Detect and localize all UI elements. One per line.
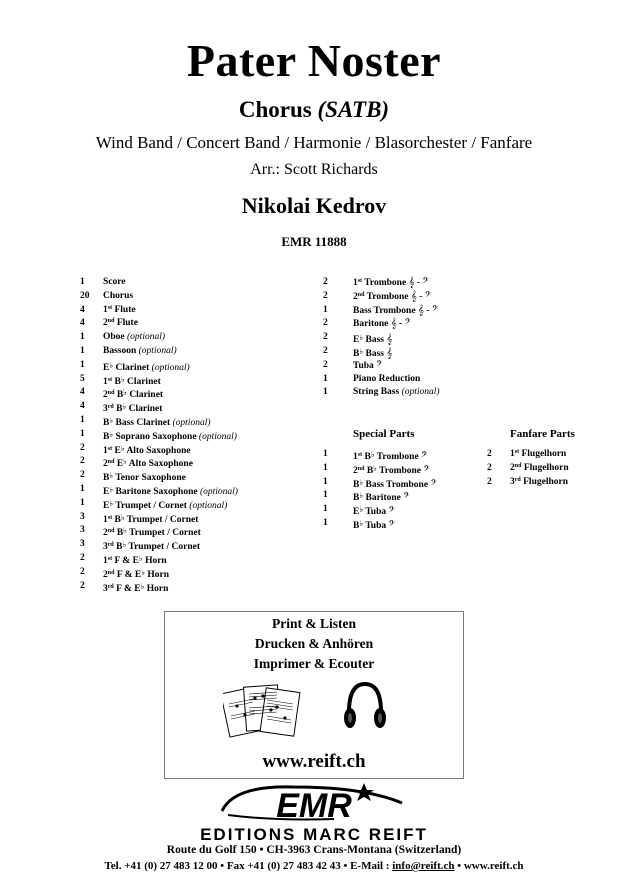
subtitle bbox=[0, 97, 628, 123]
part-quantity: 1 bbox=[323, 504, 328, 515]
part-quantity: 1 bbox=[80, 483, 85, 494]
part-row bbox=[323, 386, 523, 400]
part-row bbox=[323, 304, 523, 318]
part-name: B♭ Bass 𝄞 bbox=[353, 346, 393, 359]
part-quantity: 2 bbox=[80, 580, 85, 591]
part-quantity: 2 bbox=[487, 476, 492, 487]
part-row bbox=[323, 345, 523, 359]
part-name: Chorus bbox=[103, 290, 134, 301]
part-row bbox=[80, 386, 300, 400]
part-quantity: 1 bbox=[80, 497, 85, 508]
part-quantity: 2 bbox=[80, 566, 85, 577]
part-quantity: 1 bbox=[323, 462, 328, 473]
part-quantity: 1 bbox=[323, 449, 328, 459]
part-quantity: 2 bbox=[80, 552, 85, 563]
part-row bbox=[80, 317, 300, 331]
part-quantity: 2 bbox=[80, 456, 85, 467]
part-name: 2nd B♭ Trombone 𝄢 bbox=[353, 463, 430, 476]
part-quantity: 4 bbox=[80, 304, 85, 315]
print-listen-box bbox=[164, 611, 464, 779]
part-name: 2nd B♭ Clarinet bbox=[103, 388, 164, 401]
part-name: 2nd Flugelhorn bbox=[510, 462, 569, 473]
part-row bbox=[80, 428, 300, 442]
print-listen-url: www.reift.ch bbox=[262, 751, 366, 772]
part-quantity: 3 bbox=[80, 525, 85, 536]
subtitle-voicing: (SATB) bbox=[317, 97, 390, 122]
title: Pater Noster bbox=[186, 35, 442, 86]
part-name: 1st E♭ Alto Saxophone bbox=[103, 443, 191, 456]
part-name: 3rd F & E♭ Horn bbox=[103, 581, 169, 594]
ensemble-line: Wind Band / Concert Band / Harmonie / Blasorchester / Fanfare bbox=[95, 133, 533, 152]
part-row bbox=[80, 497, 300, 511]
part-name: B♭ Soprano Saxophone (optional) bbox=[103, 429, 237, 442]
part-row bbox=[80, 469, 300, 483]
part-row bbox=[80, 524, 300, 538]
part-row bbox=[323, 476, 503, 490]
part-quantity: 1 bbox=[323, 304, 328, 315]
part-name: Score bbox=[103, 277, 126, 287]
part-quantity: 4 bbox=[80, 318, 85, 329]
part-name: 2nd Flute bbox=[103, 318, 138, 329]
composer: Nikolai Kedrov bbox=[241, 193, 387, 218]
print-listen-en: Print & Listen bbox=[272, 616, 356, 631]
part-row bbox=[487, 476, 607, 490]
emr-logo bbox=[214, 781, 414, 827]
part-row bbox=[80, 483, 300, 497]
part-name: 2nd B♭ Trumpet / Cornet bbox=[103, 526, 201, 539]
part-row bbox=[323, 331, 523, 345]
part-quantity: 2 bbox=[80, 442, 85, 453]
part-name: 1st B♭ Trombone 𝄢 bbox=[353, 450, 428, 462]
special-parts-list bbox=[323, 448, 503, 531]
part-quantity: 5 bbox=[80, 373, 85, 384]
sheet-music-icon bbox=[223, 680, 303, 742]
part-quantity: 1 bbox=[80, 332, 85, 343]
contact-phone-fax: Tel. +41 (0) 27 483 12 00 • Fax +41 (0) 27 483 42 43 • E-Mail : bbox=[104, 860, 393, 872]
part-row bbox=[323, 489, 503, 503]
part-name: Bassoon (optional) bbox=[103, 345, 177, 356]
part-row bbox=[80, 414, 300, 428]
part-row bbox=[80, 511, 300, 525]
part-quantity: 4 bbox=[80, 387, 85, 398]
part-row bbox=[80, 552, 300, 566]
part-row bbox=[323, 290, 523, 304]
print-listen-de: Drucken & Anhören bbox=[254, 636, 374, 651]
part-row bbox=[80, 373, 300, 387]
part-name: Tuba 𝄢 bbox=[353, 359, 383, 371]
contact-website: • www.reift.ch bbox=[454, 860, 524, 872]
part-row bbox=[80, 400, 300, 414]
part-row bbox=[80, 442, 300, 456]
part-row bbox=[80, 304, 300, 318]
part-name: E♭ Clarinet (optional) bbox=[103, 360, 190, 373]
part-name: E♭ Baritone Saxophone (optional) bbox=[103, 484, 238, 497]
part-quantity: 2 bbox=[487, 462, 492, 473]
part-name: B♭ Bass Clarinet (optional) bbox=[103, 415, 211, 428]
part-name: B♭ Bass Trombone 𝄢 bbox=[353, 477, 437, 490]
parts-list-main bbox=[80, 276, 300, 593]
part-row bbox=[80, 566, 300, 580]
part-quantity: 1 bbox=[80, 345, 85, 356]
arranger-line: Arr.: Scott Richards bbox=[250, 161, 378, 178]
part-name: String Bass (optional) bbox=[353, 387, 440, 398]
part-row bbox=[80, 276, 300, 290]
part-quantity: 2 bbox=[323, 345, 328, 356]
part-quantity: 1 bbox=[80, 277, 85, 287]
part-quantity: 1 bbox=[323, 490, 328, 501]
part-name: 2nd F & E♭ Horn bbox=[103, 567, 170, 580]
fanfare-parts-list bbox=[487, 448, 607, 489]
part-quantity: 2 bbox=[80, 470, 85, 481]
part-quantity: 2 bbox=[323, 318, 328, 329]
part-quantity: 1 bbox=[323, 373, 328, 384]
part-quantity: 1 bbox=[80, 359, 85, 370]
part-quantity: 2 bbox=[487, 449, 492, 459]
part-name: E♭ Trumpet / Cornet (optional) bbox=[103, 498, 228, 511]
part-quantity: 1 bbox=[323, 476, 328, 487]
part-name: 1st B♭ Trumpet / Cornet bbox=[103, 512, 199, 525]
part-name: B♭ Tuba 𝄢 bbox=[353, 518, 395, 531]
part-quantity: 3 bbox=[80, 511, 85, 522]
part-row bbox=[323, 462, 503, 476]
part-row bbox=[323, 373, 523, 387]
part-name: 1st F & E♭ Horn bbox=[103, 553, 167, 566]
part-row bbox=[80, 345, 300, 359]
part-name: 1st B♭ Clarinet bbox=[103, 374, 161, 387]
part-quantity: 2 bbox=[323, 290, 328, 301]
part-row bbox=[323, 448, 503, 462]
part-row bbox=[323, 359, 523, 373]
part-row bbox=[487, 448, 607, 462]
part-row bbox=[323, 317, 523, 331]
part-name: 1st Flugelhorn bbox=[510, 449, 567, 459]
part-row bbox=[80, 580, 300, 594]
publisher-name: EDITIONS MARC REIFT bbox=[200, 825, 428, 844]
parts-list-low-brass bbox=[323, 276, 523, 400]
fanfare-parts-heading: Fanfare Parts bbox=[510, 428, 575, 440]
part-name: 3rd Flugelhorn bbox=[510, 476, 568, 487]
part-quantity: 1 bbox=[80, 414, 85, 425]
logo-text: EMR bbox=[276, 787, 352, 825]
part-row bbox=[323, 517, 503, 531]
part-name: 3rd B♭ Clarinet bbox=[103, 402, 163, 415]
publisher-address: Route du Golf 150 • CH-3963 Crans-Montana (Switzerland) bbox=[166, 844, 462, 856]
part-quantity: 1 bbox=[323, 387, 328, 398]
part-quantity: 4 bbox=[80, 401, 85, 412]
part-name: E♭ Tuba 𝄢 bbox=[353, 505, 395, 518]
part-name: 1st Trombone 𝄞 - 𝄢 bbox=[353, 277, 429, 288]
part-name: 1st Flute bbox=[103, 304, 136, 315]
part-name: 3rd B♭ Trumpet / Cornet bbox=[103, 540, 201, 553]
publisher-contact bbox=[0, 860, 628, 872]
part-row bbox=[80, 538, 300, 552]
part-name: Piano Reduction bbox=[353, 373, 421, 384]
part-row bbox=[323, 276, 523, 290]
part-quantity: 2 bbox=[323, 332, 328, 343]
part-quantity: 2 bbox=[323, 359, 328, 370]
part-row bbox=[487, 462, 607, 476]
subtitle-main: Chorus bbox=[238, 97, 318, 122]
special-parts-heading: Special Parts bbox=[353, 428, 415, 440]
headphones-icon bbox=[341, 678, 389, 738]
part-quantity: 3 bbox=[80, 539, 85, 550]
catalog-number: EMR 11888 bbox=[281, 234, 347, 249]
part-name: 2nd Trombone 𝄞 - 𝄢 bbox=[353, 290, 432, 302]
part-quantity: 1 bbox=[323, 517, 328, 528]
part-row bbox=[80, 331, 300, 345]
print-listen-fr: Imprimer & Ecouter bbox=[253, 656, 375, 671]
part-row bbox=[80, 455, 300, 469]
part-name: Oboe (optional) bbox=[103, 332, 166, 343]
part-name: Bass Trombone 𝄞 - 𝄢 bbox=[353, 304, 439, 316]
part-name: E♭ Bass 𝄞 bbox=[353, 333, 393, 346]
part-row bbox=[80, 290, 300, 304]
part-name: Baritone 𝄞 - 𝄢 bbox=[353, 318, 412, 330]
part-name: B♭ Tenor Saxophone bbox=[103, 471, 186, 484]
part-name: 2nd E♭ Alto Saxophone bbox=[103, 457, 193, 470]
part-row bbox=[80, 359, 300, 373]
part-quantity: 1 bbox=[80, 428, 85, 439]
part-quantity: 20 bbox=[80, 290, 90, 301]
part-row bbox=[323, 503, 503, 517]
email-link[interactable]: info@reift.ch bbox=[392, 860, 455, 872]
part-quantity: 2 bbox=[323, 277, 328, 287]
part-name: B♭ Baritone 𝄢 bbox=[353, 491, 410, 504]
